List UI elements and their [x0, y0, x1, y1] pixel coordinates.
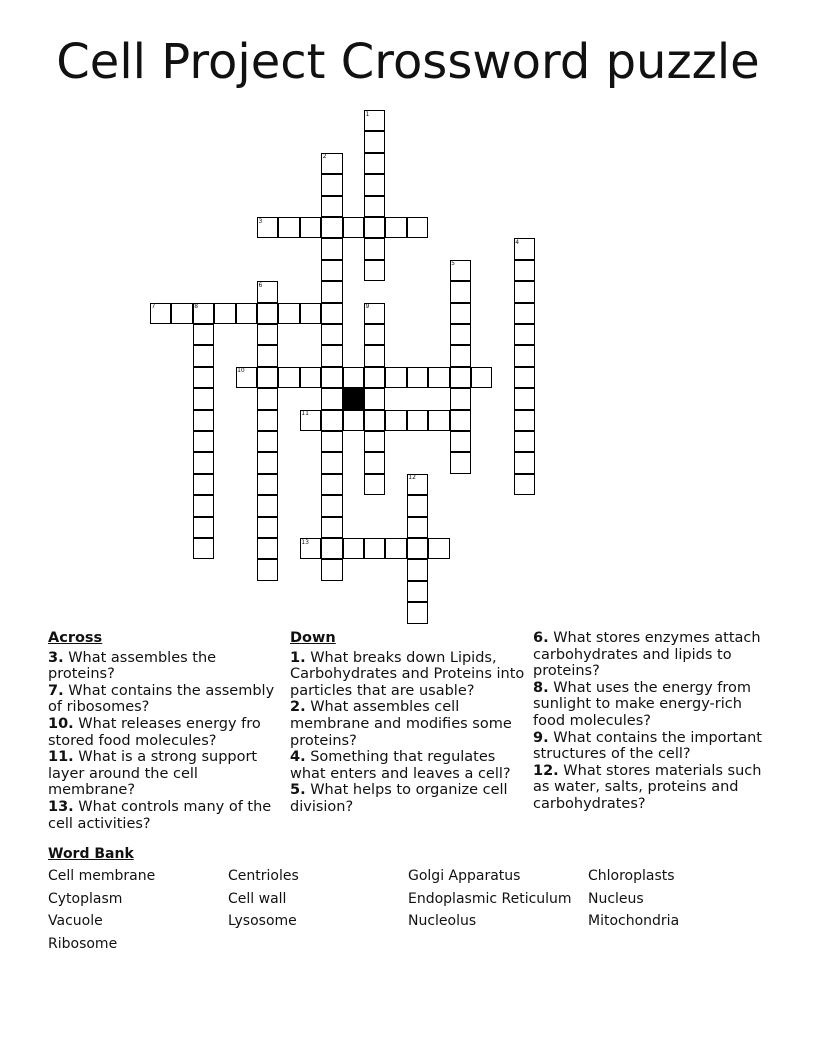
- crossword-cell[interactable]: [257, 324, 278, 345]
- cell-number: 6: [258, 281, 263, 289]
- crossword-cell[interactable]: [514, 324, 535, 345]
- crossword-cell[interactable]: [450, 388, 471, 409]
- crossword-cell[interactable]: [428, 538, 449, 559]
- crossword-cell[interactable]: [257, 559, 278, 580]
- crossword-cell[interactable]: [450, 367, 471, 388]
- crossword-cell[interactable]: [278, 217, 299, 238]
- word-bank-item: Nucleolus: [408, 913, 477, 930]
- crossword-cell[interactable]: [278, 303, 299, 324]
- crossword-cell[interactable]: [364, 153, 385, 174]
- clue: 7. What contains the assembly of ribosomes?: [48, 682, 275, 716]
- crossword-cell[interactable]: [321, 431, 342, 452]
- crossword-cell[interactable]: [514, 260, 535, 281]
- crossword-cell[interactable]: [193, 474, 214, 495]
- crossword-cell[interactable]: [428, 410, 449, 431]
- crossword-cell[interactable]: [514, 303, 535, 324]
- word-bank-item: Mitochondria: [588, 913, 680, 930]
- crossword-cell[interactable]: [343, 410, 364, 431]
- crossword-cell[interactable]: [514, 367, 535, 388]
- crossword-cell[interactable]: [364, 174, 385, 195]
- crossword-cell[interactable]: [236, 303, 257, 324]
- clue: 11. What is a strong support layer around the cell membrane?: [48, 749, 258, 799]
- crossword-cell[interactable]: [257, 431, 278, 452]
- crossword-cell[interactable]: [257, 345, 278, 366]
- clue: 3. What assembles the proteins?: [48, 649, 217, 683]
- crossword-cell[interactable]: [450, 452, 471, 473]
- crossword-cell[interactable]: [514, 388, 535, 409]
- clue: 13. What controls many of the cell activities?: [48, 798, 272, 832]
- crossword-cell[interactable]: [364, 238, 385, 259]
- clue: 1. What breaks down Lipids, Carbohydrates and Proteins into particles that are usable?: [290, 649, 525, 699]
- crossword-cell[interactable]: [385, 367, 406, 388]
- crossword-cell[interactable]: [257, 388, 278, 409]
- crossword-cell[interactable]: [193, 431, 214, 452]
- crossword-cell[interactable]: [407, 602, 428, 623]
- word-bank-item: Centrioles: [228, 868, 299, 884]
- crossword-cell[interactable]: [300, 217, 321, 238]
- crossword-cell[interactable]: [407, 581, 428, 602]
- cell-number: 9: [365, 303, 370, 311]
- crossword-cell[interactable]: [514, 431, 535, 452]
- crossword-cell[interactable]: [278, 367, 299, 388]
- word-bank-item: Cell membrane: [48, 868, 156, 884]
- crossword-cell[interactable]: [450, 345, 471, 366]
- crossword-cell[interactable]: [364, 260, 385, 281]
- crossword-cell[interactable]: [450, 431, 471, 452]
- crossword-cell[interactable]: [257, 517, 278, 538]
- crossword-cell[interactable]: [321, 410, 342, 431]
- crossword-cell[interactable]: [257, 495, 278, 516]
- crossword-cell[interactable]: [407, 517, 428, 538]
- crossword-cell[interactable]: [407, 367, 428, 388]
- crossword-cell[interactable]: [193, 345, 214, 366]
- crossword-cell[interactable]: [364, 217, 385, 238]
- cell-number: 8: [194, 303, 199, 311]
- crossword-cell[interactable]: [364, 452, 385, 473]
- crossword-cell[interactable]: [450, 324, 471, 345]
- crossword-cell[interactable]: [407, 217, 428, 238]
- word-bank: [48, 846, 768, 954]
- crossword-cell[interactable]: [407, 559, 428, 580]
- crossword-cell[interactable]: [321, 474, 342, 495]
- page-title: Cell Project Crossword puzzle: [56, 34, 760, 90]
- crossword-cell[interactable]: [343, 367, 364, 388]
- crossword-cell[interactable]: [193, 452, 214, 473]
- crossword-cell[interactable]: [321, 217, 342, 238]
- cell-number: 3: [258, 217, 263, 225]
- down-clues: [290, 630, 526, 816]
- crossword-cell[interactable]: [321, 559, 342, 580]
- crossword-cell[interactable]: [321, 303, 342, 324]
- crossword-cell[interactable]: [471, 367, 492, 388]
- crossword-cell[interactable]: [193, 324, 214, 345]
- crossword-cell[interactable]: [514, 345, 535, 366]
- across-heading: Across: [48, 630, 103, 646]
- crossword-cell[interactable]: [514, 474, 535, 495]
- crossword-cell[interactable]: [300, 367, 321, 388]
- crossword-cell[interactable]: [514, 281, 535, 302]
- cell-number: 4: [515, 238, 520, 246]
- down-clues-continued: [533, 630, 773, 813]
- crossword-cell[interactable]: [450, 410, 471, 431]
- clue: 6. What stores enzymes attach carbohydrates and lipids to proteins?: [533, 630, 761, 680]
- crossword-cell[interactable]: [321, 517, 342, 538]
- cell-number: 11: [301, 410, 309, 418]
- crossword-cell[interactable]: [193, 410, 214, 431]
- clue: 12. What stores materials such as water, salts, proteins and carbohydrates?: [533, 762, 762, 812]
- cell-number: 12: [408, 474, 416, 482]
- crossword-cell[interactable]: [257, 474, 278, 495]
- crossword-cell[interactable]: [364, 388, 385, 409]
- crossword-cell[interactable]: [364, 410, 385, 431]
- cell-number: 5: [451, 260, 455, 268]
- crossword-cell[interactable]: [257, 367, 278, 388]
- crossword-cell[interactable]: [321, 367, 342, 388]
- crossword-cell[interactable]: [364, 474, 385, 495]
- crossword-cell[interactable]: [428, 367, 449, 388]
- cell-number: 7: [151, 303, 156, 311]
- clue: 10. What releases energy fro stored food molecules?: [48, 715, 261, 749]
- crossword-cell[interactable]: [450, 303, 471, 324]
- cell-number: 13: [301, 538, 309, 546]
- crossword-cell[interactable]: [193, 538, 214, 559]
- down-heading: Down: [290, 630, 336, 646]
- crossword-cell[interactable]: [257, 303, 278, 324]
- crossword-cell[interactable]: [407, 495, 428, 516]
- crossword-cell[interactable]: [193, 495, 214, 516]
- cell-number: 1: [365, 110, 370, 118]
- crossword-cell[interactable]: [364, 324, 385, 345]
- word-bank-item: Lysosome: [228, 913, 297, 930]
- crossword-cell[interactable]: [214, 303, 235, 324]
- crossword-cell[interactable]: [171, 303, 192, 324]
- crossword-cell[interactable]: [364, 131, 385, 152]
- crossword-cell[interactable]: [364, 196, 385, 217]
- crossword-cell[interactable]: [407, 538, 428, 559]
- cell-number: 10: [237, 367, 245, 375]
- crossword-cell[interactable]: [193, 517, 214, 538]
- word-bank-item: Ribosome: [48, 936, 118, 953]
- crossword-cell[interactable]: [257, 410, 278, 431]
- clue: 9. What contains the important structures of the cell?: [533, 729, 762, 763]
- crossword-cell[interactable]: [321, 238, 342, 259]
- word-bank-heading: Word Bank: [48, 846, 134, 862]
- crossword-cell[interactable]: [257, 452, 278, 473]
- crossword-cell[interactable]: [321, 345, 342, 366]
- crossword-cell[interactable]: [364, 538, 385, 559]
- word-bank-item: Golgi Apparatus: [408, 868, 521, 884]
- crossword-cell[interactable]: [321, 196, 342, 217]
- clue: 4. Something that regulates what enters and leaves a cell?: [290, 749, 511, 782]
- crossword-cell[interactable]: [321, 324, 342, 345]
- crossword-cell[interactable]: [385, 217, 406, 238]
- crossword-cell[interactable]: [193, 367, 214, 388]
- crossword-cell[interactable]: [514, 452, 535, 473]
- crossword-cell[interactable]: [321, 388, 342, 409]
- crossword-cell[interactable]: [343, 217, 364, 238]
- crossword-cell[interactable]: [364, 367, 385, 388]
- word-bank-item: Cytoplasm: [48, 890, 123, 907]
- crossword-cell[interactable]: [193, 388, 214, 409]
- crossword-cell[interactable]: [450, 281, 471, 302]
- crossword-cell[interactable]: [321, 174, 342, 195]
- crossword-black-cell: [343, 388, 364, 409]
- clue: 5. What helps to organize cell division?: [290, 782, 508, 815]
- clue: 8. What uses the energy from sunlight to make energy-rich food molecules?: [533, 679, 752, 729]
- crossword-cell[interactable]: [321, 260, 342, 281]
- crossword-cell[interactable]: [300, 303, 321, 324]
- word-bank-item: Nucleus: [588, 890, 644, 907]
- crossword-cell[interactable]: [514, 410, 535, 431]
- crossword-cell[interactable]: [343, 538, 364, 559]
- crossword-cell[interactable]: [364, 345, 385, 366]
- crossword-cell[interactable]: [257, 538, 278, 559]
- crossword-cell[interactable]: [407, 410, 428, 431]
- word-bank-item: Vacuole: [48, 913, 103, 930]
- word-bank-item: Endoplasmic Reticulum: [408, 890, 572, 907]
- word-bank-item: Cell wall: [228, 890, 287, 907]
- crossword-cell[interactable]: [321, 538, 342, 559]
- crossword-cell[interactable]: [321, 281, 342, 302]
- crossword-cell[interactable]: [321, 495, 342, 516]
- crossword-cell[interactable]: [385, 538, 406, 559]
- crossword-cell[interactable]: [321, 452, 342, 473]
- word-bank-item: Chloroplasts: [588, 868, 675, 884]
- across-clues: [48, 630, 280, 832]
- cell-number: 2: [322, 153, 327, 161]
- crossword-cell[interactable]: [364, 431, 385, 452]
- crossword-cell[interactable]: [385, 410, 406, 431]
- clue: 2. What assembles cell membrane and modifies some proteins?: [290, 699, 512, 749]
